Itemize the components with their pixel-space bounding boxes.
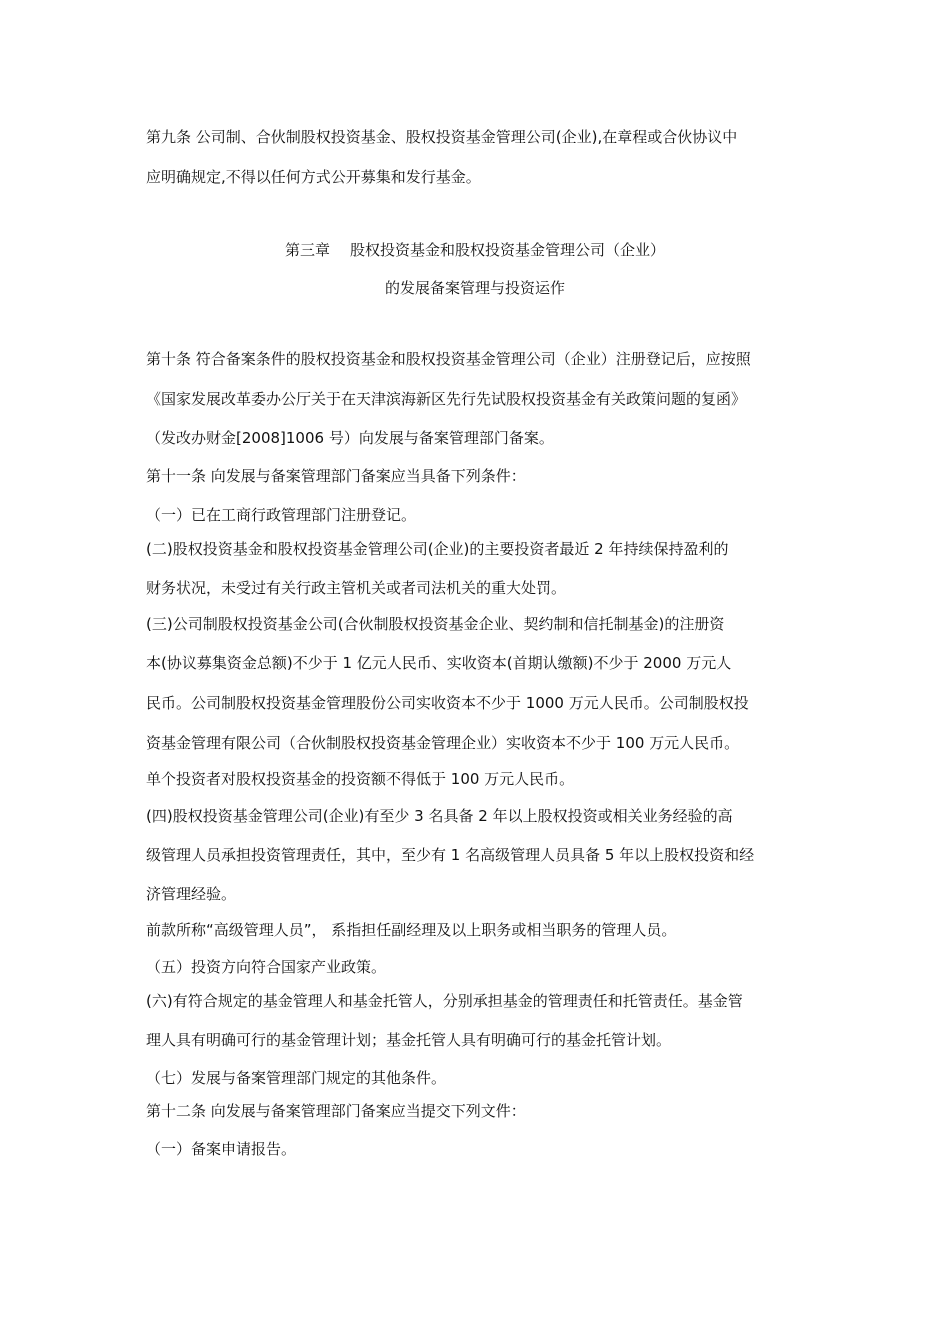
article-11-item-4-line-1: (四)股权投资基金管理公司(企业)有至少 3 名具备 2 年以上股权投资或相关业务经验的高	[146, 807, 733, 825]
article-11-item-4-line-2: 级管理人员承担投资管理责任，其中，至少有 1 名高级管理人员具备 5 年以上股权投资和经	[146, 846, 755, 864]
article-11-note: 前款所称“高级管理人员”， 系指担任副经理及以上职务或相当职务的管理人员。	[146, 921, 677, 939]
article-11-item-5: （五）投资方向符合国家产业政策。	[146, 958, 387, 976]
article-10-line-3: （发改办财金[2008]1006 号）向发展与备案管理部门备案。	[146, 429, 554, 447]
article-11-item-3-line-5: 单个投资者对股权投资基金的投资额不得低于 100 万元人民币。	[146, 770, 575, 788]
article-11-item-3-line-2: 本(协议募集资金总额)不少于 1 亿元人民币、实收资本(首期认缴额)不少于 2000 万元人	[146, 654, 732, 672]
chapter-title-line-2: 的发展备案管理与投资运作	[384, 279, 565, 297]
article-9-line-1: 第九条 公司制、合伙制股权投资基金、股权投资基金管理公司(企业),在章程或合伙协议中	[146, 128, 738, 146]
article-10-line-1: 第十条 符合备案条件的股权投资基金和股权投资基金管理公司（企业）注册登记后，应按照	[146, 350, 751, 368]
article-11-item-3-line-3: 民币。公司制股权投资基金管理股份公司实收资本不少于 1000 万元人民币。公司制股权投	[146, 694, 749, 712]
article-10-line-2: 《国家发展改革委办公厅关于在天津滨海新区先行先试股权投资基金有关政策问题的复函》	[146, 390, 747, 408]
article-11-item-6-line-1: (六)有符合规定的基金管理人和基金托管人，分别承担基金的管理责任和托管责任。基金管	[146, 992, 743, 1010]
article-9-line-2: 应明确规定,不得以任何方式公开募集和发行基金。	[146, 168, 481, 186]
article-11-item-3-line-1: (三)公司制股权投资基金公司(合伙制股权投资基金企业、契约制和信托制基金)的注册资	[146, 615, 725, 633]
article-11-item-4-line-3: 济管理经验。	[146, 885, 237, 903]
article-11-item-2-line-1: (二)股权投资基金和股权投资基金管理公司(企业)的主要投资者最近 2 年持续保持盈利的	[146, 540, 729, 558]
chapter-number: 第三章	[284, 241, 330, 259]
article-11-item-1: （一）已在工商行政管理部门注册登记。	[146, 506, 417, 524]
article-12-intro: 第十二条 向发展与备案管理部门备案应当提交下列文件：	[146, 1102, 526, 1120]
article-11-item-6-line-2: 理人具有明确可行的基金管理计划；基金托管人具有明确可行的基金托管计划。	[146, 1031, 672, 1049]
article-11-item-3-line-4: 资基金管理有限公司（合伙制股权投资基金管理企业）实收资本不少于 100 万元人民币。	[146, 734, 740, 752]
article-11-item-2-line-2: 财务状况，未受过有关行政主管机关或者司法机关的重大处罚。	[146, 579, 567, 597]
article-12-item-1: （一）备案申请报告。	[146, 1140, 297, 1158]
article-11-item-7: （七）发展与备案管理部门规定的其他条件。	[146, 1069, 447, 1087]
chapter-title-line-1: 股权投资基金和股权投资基金管理公司（企业）	[350, 241, 666, 259]
article-11-intro: 第十一条 向发展与备案管理部门备案应当具备下列条件：	[146, 467, 526, 485]
chapter-3-heading	[0, 240, 950, 260]
